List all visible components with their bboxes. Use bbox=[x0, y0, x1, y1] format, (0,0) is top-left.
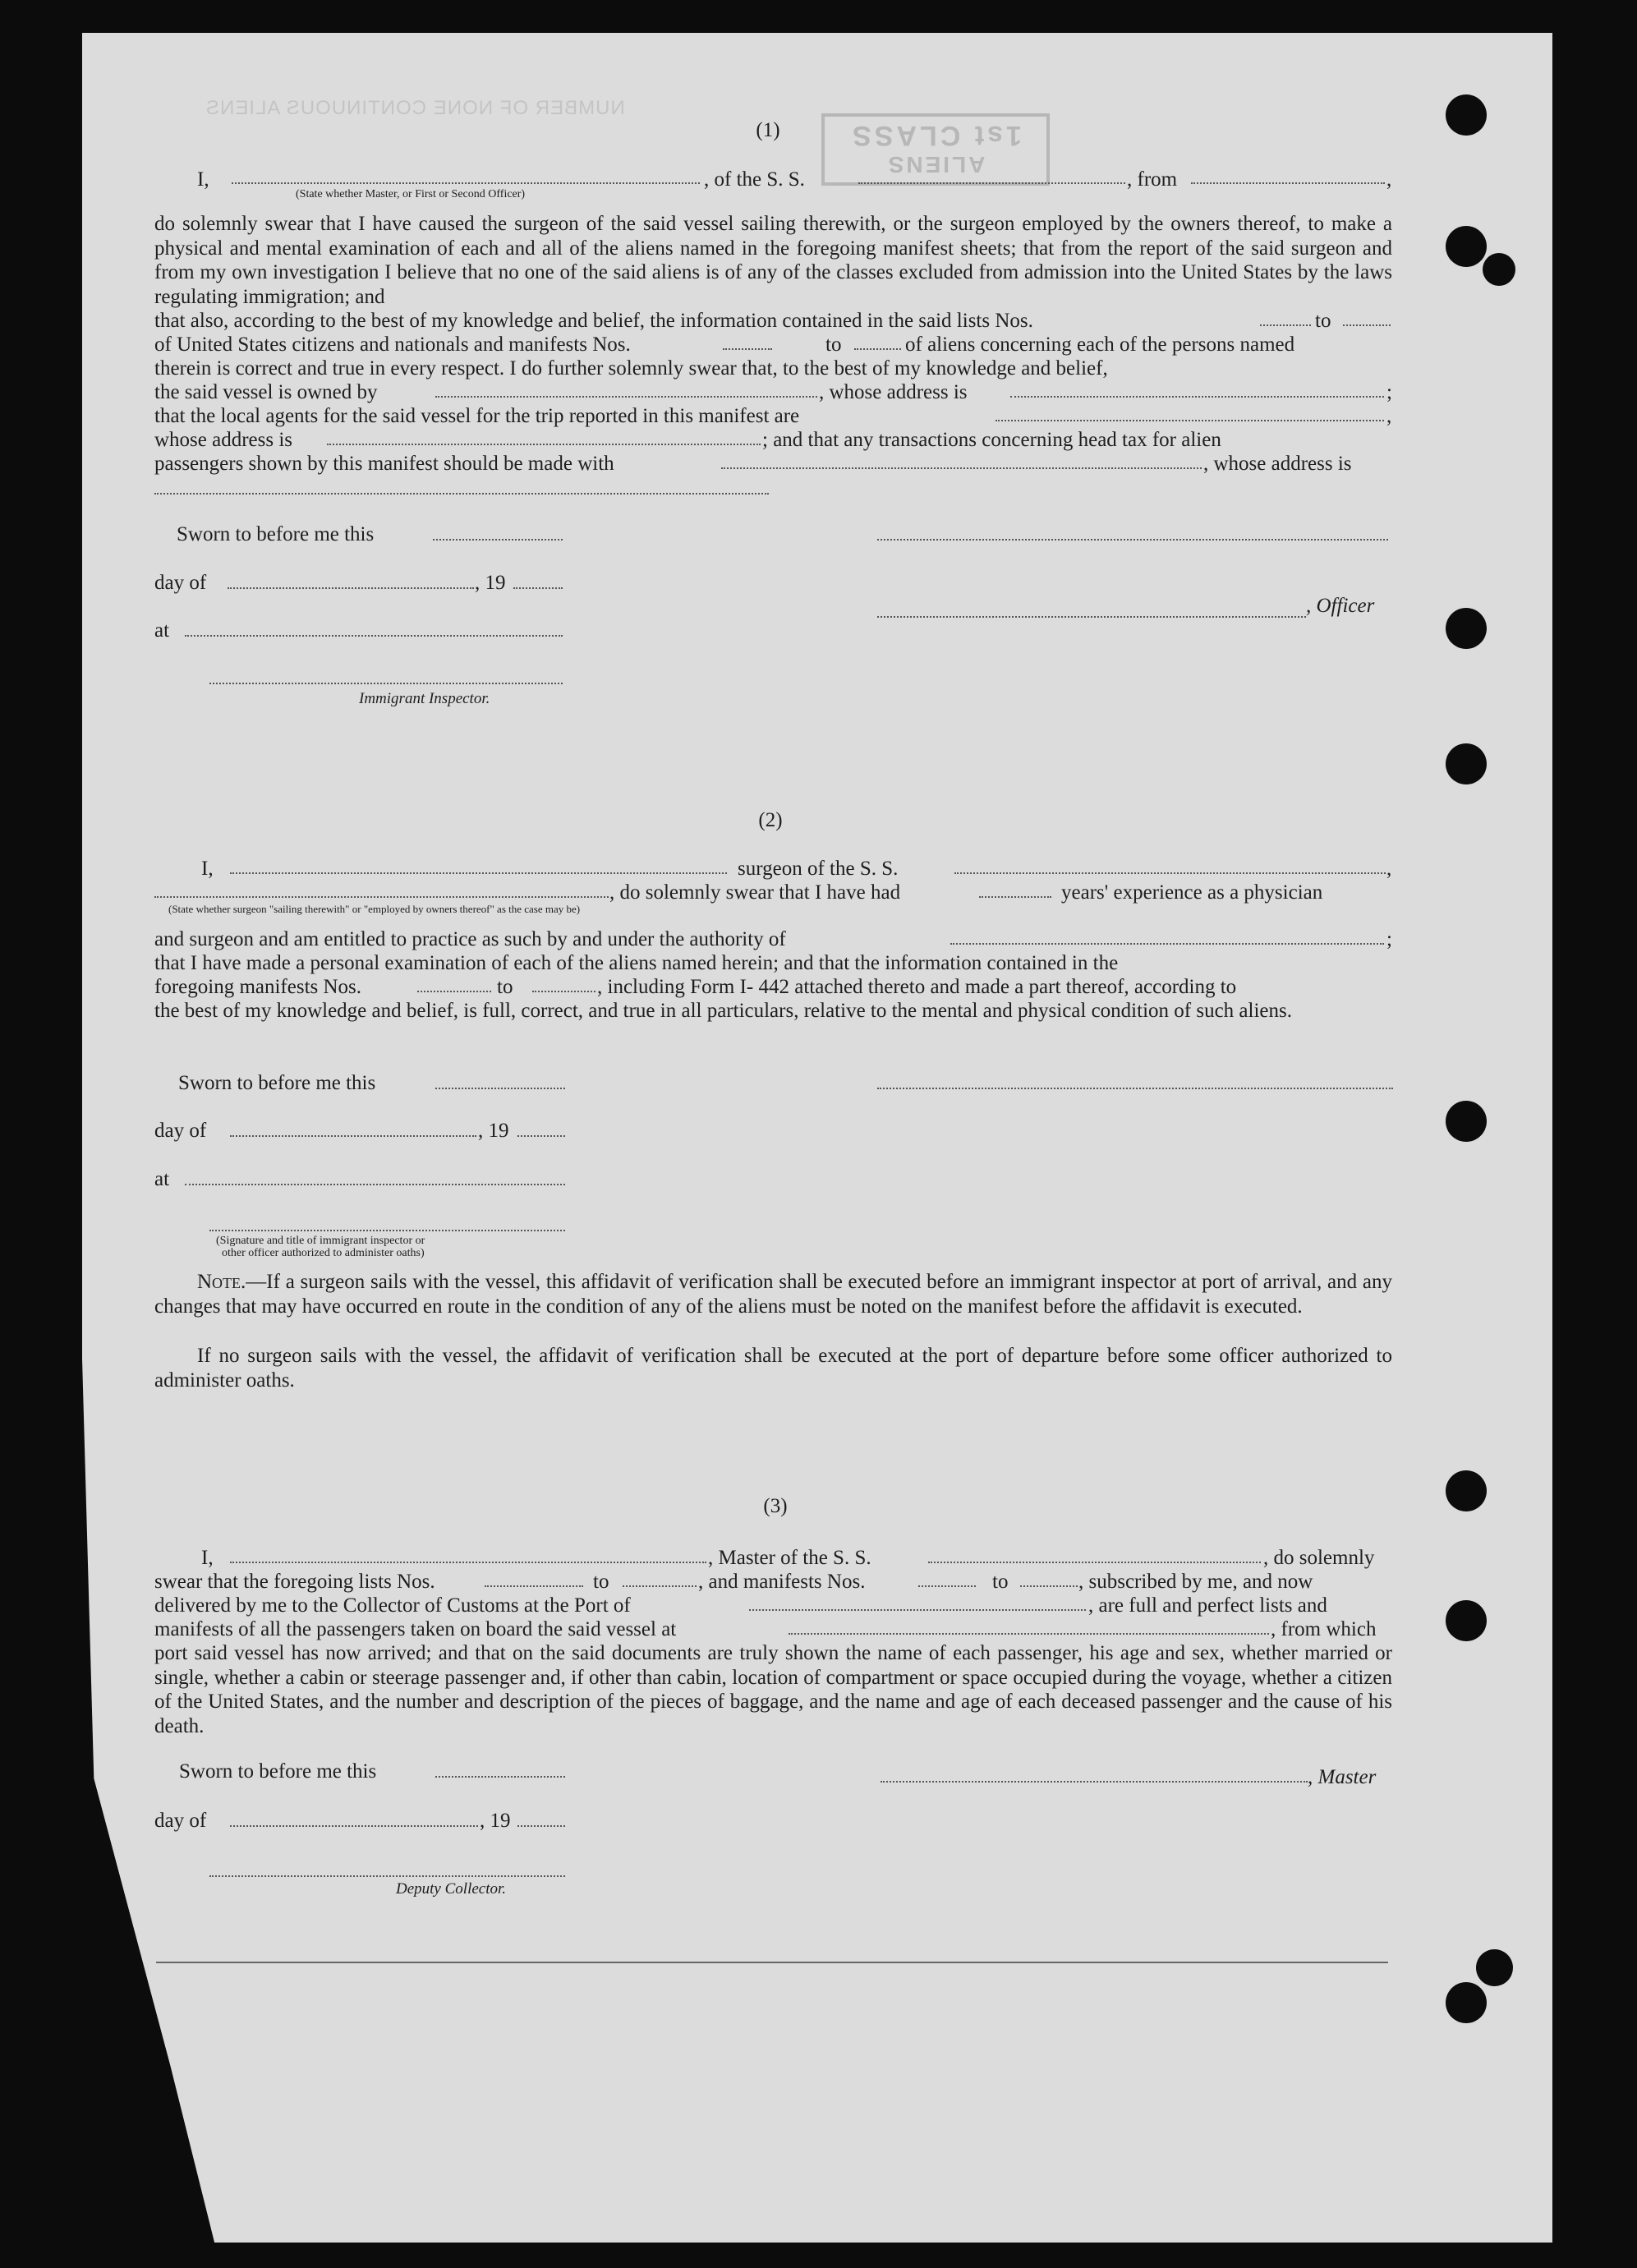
aliens-stamp bbox=[821, 113, 1050, 186]
section-3-number: (3) bbox=[763, 1495, 788, 1517]
s2-year: , 19 bbox=[478, 1120, 509, 1142]
s1-agents-address-field[interactable] bbox=[327, 444, 761, 445]
s2-sworn: Sworn to before me this bbox=[178, 1072, 376, 1094]
s3-manifests-from-field[interactable] bbox=[918, 1585, 976, 1587]
s1-officer-line[interactable] bbox=[877, 616, 1306, 618]
s1-officer-name-field[interactable] bbox=[232, 182, 700, 184]
s2-at: at bbox=[154, 1168, 170, 1190]
s1-lists-to: to bbox=[1315, 310, 1331, 332]
s1-sworn: Sworn to before me this bbox=[177, 523, 375, 545]
s1-comma: , bbox=[1386, 168, 1392, 191]
stamp-line-1: ALIENS bbox=[885, 152, 986, 177]
s2-correct-paragraph: the best of my knowledge and belief, is full, correct, and true in all particulars, relative to the mental and physical condition of such aliens. bbox=[154, 1000, 1292, 1022]
s2-day-of: day of bbox=[154, 1120, 207, 1142]
punch-hole bbox=[1446, 1600, 1487, 1641]
s2-sig-caption-1: (Signature and title of immigrant inspector or bbox=[216, 1235, 425, 1247]
punch-hole bbox=[1483, 253, 1515, 286]
s2-surgeon-of: surgeon of the S. S. bbox=[738, 858, 899, 880]
s3-deputy-line[interactable] bbox=[209, 1875, 565, 1877]
s1-year-field[interactable] bbox=[513, 587, 563, 589]
punch-hole bbox=[1446, 608, 1487, 649]
s3-manifests-to: to bbox=[992, 1571, 1009, 1593]
s2-years-field[interactable] bbox=[979, 896, 1051, 898]
s3-master-name-field[interactable] bbox=[230, 1562, 706, 1563]
s2-years-text: years' experience as a physician bbox=[1061, 881, 1323, 904]
s1-signature-line[interactable] bbox=[877, 539, 1388, 541]
punch-hole bbox=[1446, 94, 1487, 136]
s2-vessel-field[interactable] bbox=[954, 872, 1386, 874]
s2-inspector-line[interactable] bbox=[209, 1230, 565, 1231]
s1-lists-text: that also, according to the best of my knowledge and belief, the information contained in the said lists Nos. bbox=[154, 310, 1033, 332]
section-2-number: (2) bbox=[758, 809, 783, 831]
s1-officer-caption: (State whether Master, or First or Second Officer) bbox=[296, 188, 526, 200]
punch-hole bbox=[1446, 743, 1487, 784]
s1-vessel-name-field[interactable] bbox=[858, 182, 1125, 184]
s2-manifests-text: foregoing manifests Nos. bbox=[154, 976, 362, 998]
s1-lists-to-field[interactable] bbox=[1343, 324, 1391, 326]
s3-delivered: delivered by me to the Collector of Customs at the Port of bbox=[154, 1594, 631, 1617]
s2-manifests-to-field[interactable] bbox=[532, 991, 595, 992]
s2-comma: , bbox=[1386, 858, 1392, 880]
s3-paragraph: port said vessel has now arrived; and that on the said documents are truly shown the name of each passenger, his age and sex, whether married or single, whether a cabin or steerage passenger and, if other than cabin, location of compartment or space occupied during the voyage, whether a citizen of the United States, and the number and description of the pieces of baggage, and the name and age of each deceased passenger and the cause of his death. bbox=[154, 1642, 1392, 1737]
s2-swear: , do solemnly swear that I have had bbox=[609, 881, 901, 904]
s3-manifests-to-field[interactable] bbox=[1020, 1585, 1078, 1587]
s1-oath-paragraph: do solemnly swear that I have caused the surgeon of the said vessel sailing therewith, or the surgeon employed by the owners thereof, to make a physical and mental examination of each and all of the aliens named in the foregoing manifest sheets; that from the report of the said surgeon and from my own investigation I believe that no one of the said aliens is of any of the classes excluded from admission into the United States by the laws regulating immigration; and bbox=[154, 213, 1392, 308]
s1-whose-address-3: , whose address is bbox=[1203, 453, 1352, 475]
s1-agents-text: that the local agents for the said vessel for the trip reported in this manifest are bbox=[154, 405, 800, 427]
punch-hole bbox=[1446, 226, 1487, 267]
s1-whose-address: , whose address is bbox=[819, 381, 968, 403]
s1-i: I, bbox=[197, 168, 209, 191]
s2-note bbox=[154, 1270, 1392, 1318]
s3-and-manifests: , and manifests Nos. bbox=[698, 1571, 866, 1593]
s2-surgeon-name-field[interactable] bbox=[230, 872, 727, 874]
s1-correct-text: therein is correct and true in every respect. I do further solemnly swear that, to the best of my knowledge and belief, bbox=[154, 357, 1108, 380]
s2-form-text: , including Form I- 442 attached thereto and made a part thereof, according to bbox=[597, 976, 1237, 998]
s1-manifests-to-field[interactable] bbox=[854, 348, 901, 350]
s2-note-2: If no surgeon sails with the vessel, the affidavit of verification shall be executed at the port of departure before some officer authorized to administer oaths. bbox=[154, 1345, 1392, 1392]
s2-manifests-to: to bbox=[497, 976, 513, 998]
s3-departure-port-field[interactable] bbox=[789, 1633, 1269, 1635]
s2-authority-field[interactable] bbox=[950, 943, 1384, 945]
s1-officer-label: , Officer bbox=[1306, 595, 1375, 617]
punch-hole bbox=[1446, 1101, 1487, 1142]
s1-from: , from bbox=[1127, 168, 1178, 191]
s2-year-field[interactable] bbox=[517, 1135, 565, 1137]
s1-from-port-field[interactable] bbox=[1191, 182, 1385, 184]
s2-examination-text: that I have made a personal examination of each of the aliens named herein; and that the information contained in the bbox=[154, 952, 1119, 974]
s1-semicolon: ; bbox=[1386, 381, 1392, 403]
s3-lists-to-field[interactable] bbox=[623, 1585, 697, 1587]
s2-sworn-field[interactable] bbox=[435, 1088, 565, 1089]
s1-head-tax-contact-field[interactable] bbox=[721, 467, 1202, 469]
s1-inspector-label: Immigrant Inspector. bbox=[359, 690, 490, 707]
s2-authority-text: and surgeon and am entitled to practice as such by and under the authority of bbox=[154, 928, 786, 950]
s3-from-which: , from which bbox=[1271, 1618, 1377, 1640]
s2-surgeon-type-field[interactable] bbox=[154, 896, 609, 898]
s1-year: , 19 bbox=[475, 572, 506, 594]
s3-lists-to: to bbox=[593, 1571, 609, 1593]
s2-semicolon: ; bbox=[1386, 928, 1392, 950]
s3-master-of: , Master of the S. S. bbox=[708, 1547, 871, 1569]
s3-subscribed: , subscribed by me, and now bbox=[1078, 1571, 1313, 1593]
s2-sig-caption-2: other officer authorized to administer oaths) bbox=[222, 1247, 425, 1259]
s3-day-of: day of bbox=[154, 1810, 207, 1832]
s2-manifests-from-field[interactable] bbox=[417, 991, 491, 992]
s3-day-field[interactable] bbox=[230, 1825, 478, 1827]
punch-hole bbox=[1446, 1982, 1487, 2023]
s2-surgeon-caption: (State whether surgeon "sailing therewith" or "employed by owners thereof" as the case may be) bbox=[168, 903, 581, 915]
s2-note-body: —If a surgeon sails with the vessel, this affidavit of verification shall be executed before an immigrant inspector at port of arrival, and any changes that may have occurred en route in the condition of any of the aliens must be noted on the manifest before the affidavit is executed. bbox=[154, 1271, 1392, 1318]
stamp-line-2: 1st CLASS bbox=[849, 120, 1022, 151]
s2-i: I, bbox=[201, 858, 214, 880]
s3-do-solemnly: , do solemnly bbox=[1263, 1547, 1375, 1569]
s1-owner-address-field[interactable] bbox=[1010, 396, 1384, 398]
s2-day-field[interactable] bbox=[230, 1135, 476, 1137]
s1-day-field[interactable] bbox=[228, 587, 474, 589]
s3-port-field[interactable] bbox=[749, 1609, 1086, 1611]
s2-signature-line[interactable] bbox=[877, 1088, 1393, 1089]
s1-manifests-text: of United States citizens and nationals and manifests Nos. bbox=[154, 334, 631, 356]
s1-agents-comma: , bbox=[1386, 405, 1392, 427]
s1-contact-address-field[interactable] bbox=[154, 493, 769, 495]
s1-owner-field[interactable] bbox=[435, 396, 817, 398]
s3-lists-from-field[interactable] bbox=[485, 1585, 583, 1587]
s3-manifests-all: manifests of all the passengers taken on board the said vessel at bbox=[154, 1618, 677, 1640]
s3-i: I, bbox=[201, 1547, 214, 1569]
section-1-number: (1) bbox=[756, 119, 780, 141]
s1-manifests-from-field[interactable] bbox=[723, 348, 772, 350]
punch-hole bbox=[1476, 1949, 1513, 1986]
s1-owned-by: the said vessel is owned by bbox=[154, 381, 378, 403]
show-through-text: NUMBER OF NONE CONTINUOUS ALIENS bbox=[205, 97, 625, 119]
s3-master-label: , Master bbox=[1308, 1766, 1377, 1788]
s1-of-ss: , of the S. S. bbox=[704, 168, 805, 191]
s1-passengers-text: passengers shown by this manifest should be made with bbox=[154, 453, 614, 475]
bottom-rule bbox=[156, 1962, 1388, 1963]
s1-agents-field[interactable] bbox=[996, 420, 1384, 421]
s1-whose-address-2: whose address is bbox=[154, 429, 293, 451]
s3-master-signature-line[interactable] bbox=[881, 1781, 1308, 1783]
s3-swear-lists: swear that the foregoing lists Nos. bbox=[154, 1571, 435, 1593]
s3-sworn-field[interactable] bbox=[435, 1776, 565, 1778]
s3-vessel-field[interactable] bbox=[928, 1562, 1261, 1563]
s1-sworn-field[interactable] bbox=[433, 539, 563, 541]
s1-day-of: day of bbox=[154, 572, 207, 594]
punch-hole bbox=[1446, 1470, 1487, 1511]
s3-year: , 19 bbox=[480, 1810, 511, 1832]
s1-at: at bbox=[154, 619, 170, 642]
s1-lists-from-field[interactable] bbox=[1260, 324, 1311, 326]
s1-manifests-to: to bbox=[825, 334, 842, 356]
s1-at-field[interactable] bbox=[185, 635, 563, 637]
s3-deputy-label: Deputy Collector. bbox=[396, 1880, 507, 1898]
s3-sworn: Sworn to before me this bbox=[179, 1760, 377, 1783]
s1-inspector-line[interactable] bbox=[209, 683, 563, 684]
s1-aliens-text: of aliens concerning each of the persons named bbox=[905, 334, 1295, 356]
s2-note-heading: Note. bbox=[197, 1271, 246, 1293]
s3-year-field[interactable] bbox=[517, 1825, 565, 1827]
s3-full-perfect: , are full and perfect lists and bbox=[1088, 1594, 1327, 1617]
s2-at-field[interactable] bbox=[185, 1184, 565, 1185]
s1-head-tax-text: ; and that any transactions concerning head tax for alien bbox=[762, 429, 1221, 451]
